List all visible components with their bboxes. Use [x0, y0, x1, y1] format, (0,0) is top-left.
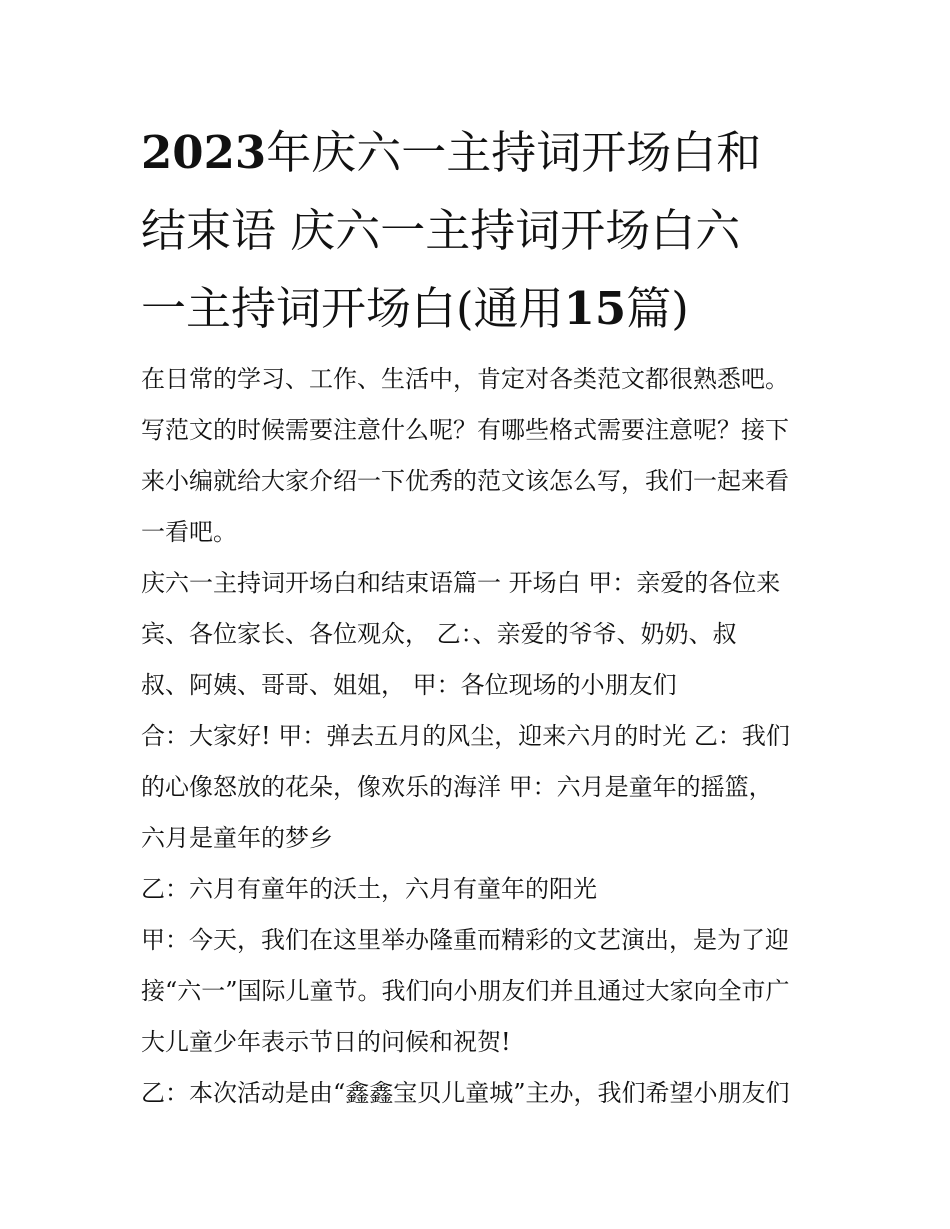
body-line: 合：大家好! 甲：弹去五月的风尘，迎来六月的时光 乙：我们: [141, 722, 790, 750]
body-line: 宾、各位家长、各位观众， 乙：、亲爱的爷爷、奶奶、叔: [141, 620, 737, 648]
title-line: 结束语 庆六一主持词开场白六: [141, 204, 741, 257]
body-line: 乙：本次活动是由“鑫鑫宝贝儿童城”主办，我们希望小朋友们: [141, 1079, 790, 1107]
body-line: 庆六一主持词开场白和结束语篇一 开场白 甲：亲爱的各位来: [141, 569, 781, 597]
document-title: [141, 114, 821, 348]
body-line: 六月是童年的梦乡: [141, 824, 333, 852]
title-line-tail: 篇): [626, 282, 689, 335]
body-line: 乙：六月有童年的沃土，六月有童年的阳光: [141, 875, 597, 903]
body-line: 大儿童少年表示节日的问候和祝贺!: [141, 1028, 511, 1056]
title-count: 15: [563, 282, 627, 335]
body-line: 的心像怒放的花朵，像欢乐的海洋 甲：六月是童年的摇篮，: [141, 773, 773, 801]
body-line: 在日常的学习、工作、生活中，肯定对各类范文都很熟悉吧。: [141, 365, 789, 393]
title-line: [141, 114, 821, 192]
title-year: 2023: [141, 126, 267, 179]
title-line-text: 一主持词开场白(通用: [141, 282, 564, 335]
body-line: 甲：今天，我们在这里举办隆重而精彩的文艺演出，是为了迎: [141, 926, 789, 954]
body-line: 一看吧。: [141, 518, 237, 546]
document-body: [141, 354, 821, 1119]
body-line: 接“六一”国际儿童节。我们向小朋友们并且通过大家向全市广: [141, 977, 790, 1005]
body-line: 来小编就给大家介绍一下优秀的范文该怎么写，我们一起来看: [141, 467, 789, 495]
body-line: 叔、阿姨、哥哥、姐姐， 甲：各位现场的小朋友们: [141, 671, 677, 699]
title-line-text: 年庆六一主持词开场白和: [266, 126, 762, 179]
body-line: 写范文的时候需要注意什么呢？有哪些格式需要注意呢？接下: [141, 416, 789, 444]
title-line: [141, 270, 821, 348]
